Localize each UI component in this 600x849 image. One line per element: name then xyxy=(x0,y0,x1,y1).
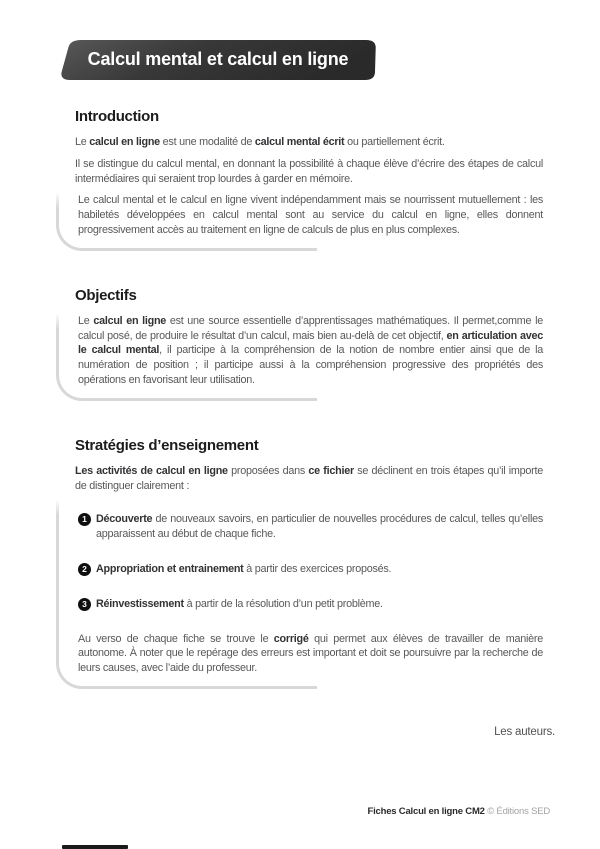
title-banner xyxy=(60,40,376,80)
page-footer xyxy=(367,806,550,817)
section-bracket-decoration xyxy=(56,314,543,401)
section-introduction xyxy=(75,108,543,251)
step-number-badge: 3 xyxy=(78,598,91,611)
paragraph: Le calcul en ligne est une modalité de calcul mental écrit ou partiellement écrit. xyxy=(75,136,445,148)
step-number-badge: 1 xyxy=(78,513,91,526)
paragraph: Les activités de calcul en ligne proposées dans ce fichier se déclinent en trois étapes qu’il importe de distinguer clairement : xyxy=(75,464,543,492)
paragraph: Il se distingue du calcul mental, en donnant la possibilité à chaque élève d’écrire des étapes de calcul intermédiaires qui seraient trop lourdes à garder en mémoire. xyxy=(75,157,543,185)
footer-publisher-credit: © Éditions SED xyxy=(484,806,550,817)
step-text: Appropriation et entrainement à partir des exercices proposés. xyxy=(96,562,392,575)
paragraph-group xyxy=(78,314,543,388)
paragraph-group xyxy=(78,193,543,237)
paragraph: Au verso de chaque fiche se trouve le corrigé qui permet aux élèves de travailler de manière autonome. À noter que le repérage des erreurs est important et doit se poursuivre par la recherche de leurs causes, avec l’aide du professeur. xyxy=(78,632,543,675)
section-heading: Objectifs xyxy=(75,286,137,304)
numbered-step xyxy=(78,562,543,577)
paragraph: Le calcul mental et le calcul en ligne vivent indépendamment mais se nourrissent mutuellement : les habiletés développées en calcul mental sont au service du calcul en ligne, elles donnent progressivement accès au traitement en ligne de calculs de plus en plus complexes. xyxy=(78,194,543,236)
section-bracket-decoration xyxy=(56,500,543,689)
numbered-steps-list xyxy=(78,512,543,611)
authors-signature: Les auteurs. xyxy=(494,726,555,738)
step-number-badge: 2 xyxy=(78,563,91,576)
next-page-banner-edge xyxy=(62,845,128,849)
paragraph-group xyxy=(75,135,543,186)
paragraph: Le calcul en ligne est une source essentielle d’apprentissages mathématiques. Il permet,comme le calcul posé, de produire le résultat d’un calcul, mais bien au-delà de cet objectif, en articulation avec le calcul mental, il participe à la compréhension de la notion de nombre entier ainsi que de la numération de position ; il participe aussi à la compréhension progressive des propriétés des opérations en favorisant leur utilisation. xyxy=(78,314,543,386)
section-bracket-decoration xyxy=(56,193,543,250)
page-content xyxy=(75,108,543,689)
step-text: Découverte de nouveaux savoirs, en particulier de nouvelles procédures de calcul, telles qu’elles apparaissent au début de chaque fiche. xyxy=(96,513,543,541)
footer-collection-title: Fiches Calcul en ligne CM2 xyxy=(367,806,485,817)
section-heading: Stratégies d’enseignement xyxy=(75,436,259,454)
section-objectifs xyxy=(75,287,543,401)
page-title: Calcul mental et calcul en ligne xyxy=(87,49,349,69)
step-text: Réinvestissement à partir de la résolution d’un petit problème. xyxy=(96,597,383,610)
numbered-step xyxy=(78,597,543,612)
paragraph-group xyxy=(78,632,543,676)
section-heading: Introduction xyxy=(75,108,159,125)
numbered-step xyxy=(78,512,543,542)
paragraph-group xyxy=(75,464,543,494)
section-strategies xyxy=(75,437,543,689)
